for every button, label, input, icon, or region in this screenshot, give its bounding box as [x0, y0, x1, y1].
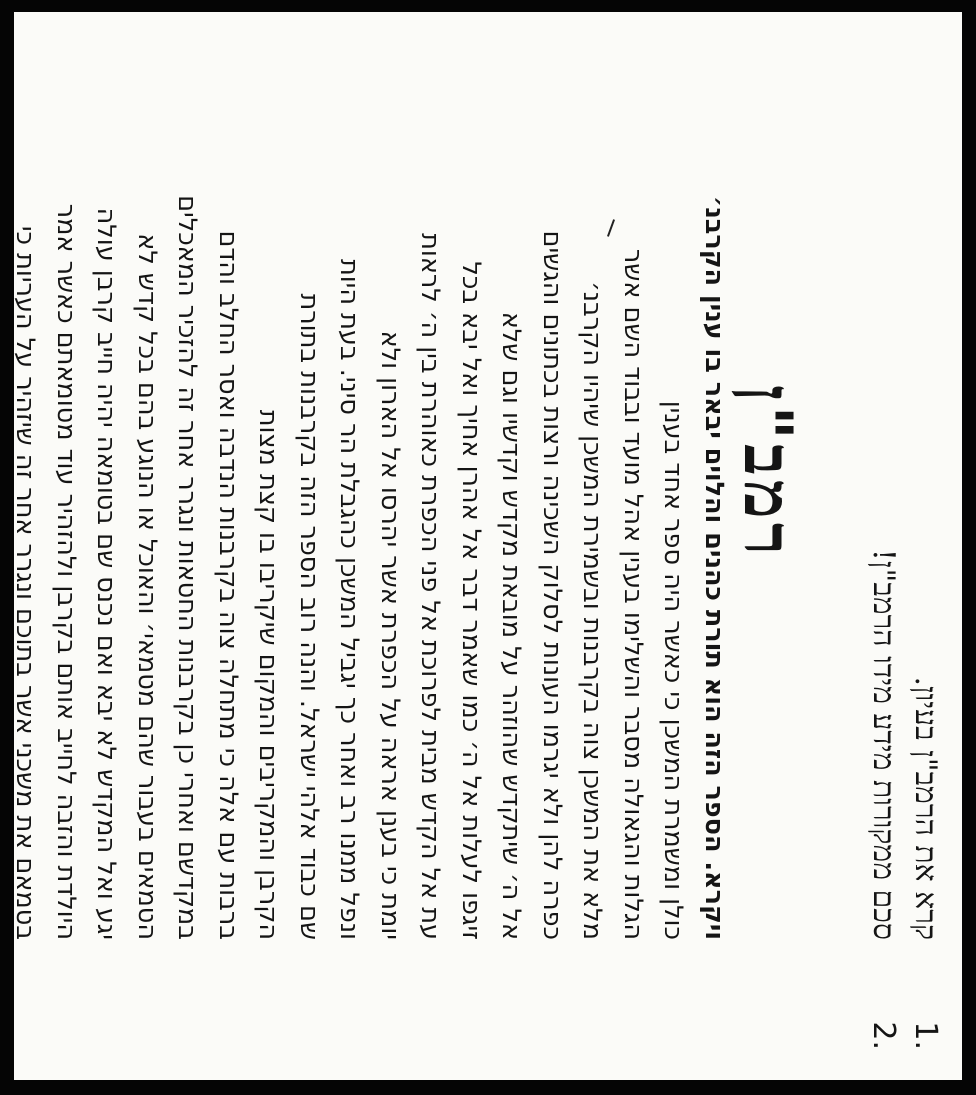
text-line: הקרבן והמקריבים והמקום שיקריבו בו קצת מצות	[253, 409, 284, 940]
text-line: במקדשם ואחרי כן בקרבנות החטאות ונגרר אחר זה להזכיר המאכלים	[172, 195, 203, 940]
text-line: אל ה׳ שיתקדש שהוזהר על מובאת מקדש וקדשיו וגם שלא	[496, 311, 527, 940]
text-line: מלא את המשכן צוה בקרבנות ובשמירת המשכן שיהיו הקרבנ׳	[577, 281, 608, 940]
question-text: סכם ממקורות מידע מידו הרמב"ן!	[866, 548, 901, 940]
question-number: 1.	[908, 1021, 943, 1050]
text-line: כולן ומשמרת המשכן כי כאשר היה ספר אחד בענין	[658, 400, 689, 940]
text-line: יגע ואל המקדש לא יבא ואם נכנס שם בטומאה יהיה חייב קרבן עולה	[91, 207, 122, 940]
text-line: שם כבוד אלהי ישראל. והנה רוב הספר הזה בקרבנות בתורת	[294, 293, 324, 940]
text-line: עת אל הקדש מבית לפרוכת אל פני הכפרת כאוהרת בין ה׳ לראות	[415, 233, 446, 940]
rotated-page-content	[10, 12, 962, 1080]
text-line: כפרה להן ולא יגרמו העונות לסלוק השכינה ורצות בכתונים והגשים	[537, 230, 567, 940]
question-text: קרא את הרמב"ן בעיון.	[908, 676, 943, 940]
text-line: ויקרא. הספר הזה הוא תורת כהנים והלוים יבאר בו ענין הקרבנ׳	[699, 195, 729, 940]
commentary-text	[0, 60, 734, 940]
text-line: יומת כי בענן אראה על הכפרת אשר יהרסו אל הארון ולא	[375, 330, 405, 940]
text-line: בטמאם את משכני אשר בתוכם ונגרר אחר זה שיזהיר על העריות כי	[10, 225, 41, 940]
text-line: ברבות עם אלה כי מתחלה צוה בקרבנות הנדבה ואסר החלב והדם	[213, 230, 243, 940]
text-line: הגלות והגאולה מסבר והשלימו בענין אהל מועד ובבוד השם אשר	[618, 248, 648, 940]
text-line: הטמאים בעבור שהם מטמאי׳ והאוכל או הנוגע בהם בכל קדש לא	[132, 233, 162, 940]
question-list	[862, 20, 946, 1050]
text-line: זיגפו לעלות אל ה׳ כמו שאמר דבר אל אהרן אחיך ואל יבא בכל	[456, 261, 486, 940]
question-item	[904, 20, 946, 1050]
question-number: 2.	[866, 1021, 901, 1050]
text-line: ונפל ממנו רב ואחר כך יגביל המשכן כהגבלת הר סיני. בעת היות	[334, 258, 365, 940]
text-line: היולדת והזבה לחייב אותם בקרבן ולהזהיר עוד מטומאתם כאשר אמר	[51, 203, 81, 940]
text-line	[0, 60, 5, 940]
question-item	[862, 20, 904, 1050]
section-title: רמב"ן	[729, 384, 807, 560]
